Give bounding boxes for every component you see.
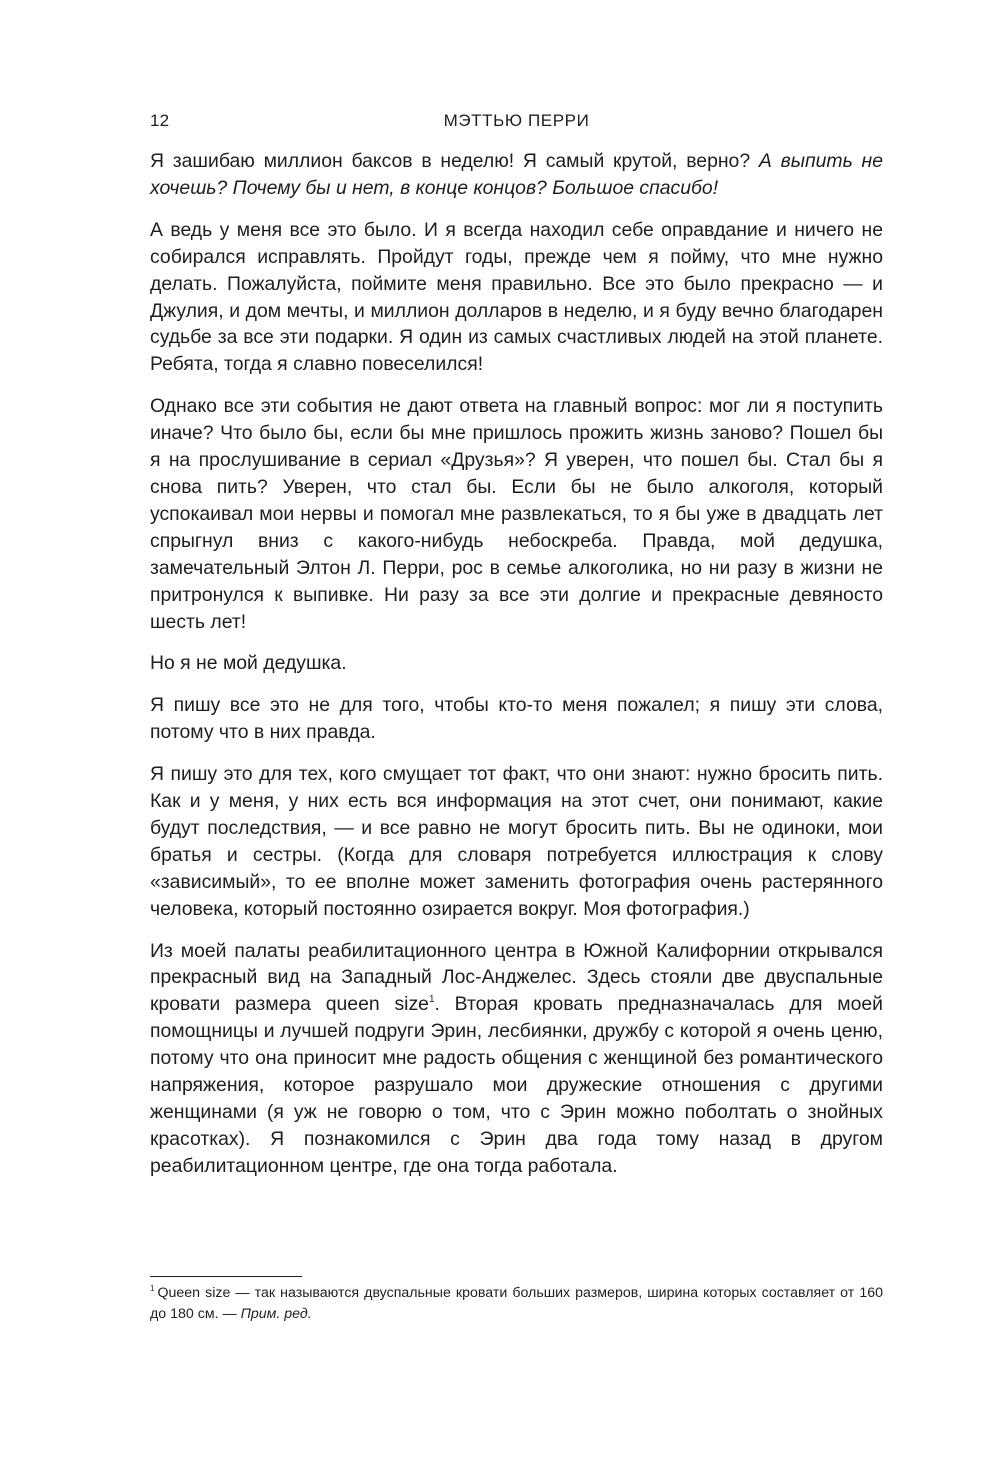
paragraph-7 xyxy=(150,938,883,1180)
footnote-text: Queen size — так называются двуспальные кровати больших размеров, ширина которых составляет от 160 до 180 см. — xyxy=(150,1285,883,1322)
paragraph-italic-text: А выпить не хочешь? Почему бы и нет, в конце концов? Большое спасибо! xyxy=(150,150,883,199)
paragraph-text: . Вторая кровать предназначалась для моей помощницы и лучшей подруги Эрин, лесбиянки, дружбу с которой я очень ценю, потому что она приносит мне радость общения с женщиной без романтического напряжения, которое разрушало мои дружеские отношения с другими женщинами (я уж не говорю о том, что с Эрин можно поболтать о знойных красотках). Я познакомился с Эрин два года тому назад в другом реабилитационном центре, где она тогда работала. xyxy=(150,993,883,1177)
paragraph-text: Я зашибаю миллион баксов в неделю! Я самый крутой, верно? xyxy=(150,150,759,172)
body-text xyxy=(150,148,883,1180)
footnote-divider xyxy=(150,1276,302,1277)
footnote-1 xyxy=(150,1283,883,1324)
paragraph-3: Однако все эти события не дают ответа на главный вопрос: мог ли я поступить иначе? Что было бы, если бы мне пришлось прожить жизнь заново? Пошел бы я на прослушивание в сериал «Друзья»? Я уверен, что пошел бы. Стал бы я снова пить? Уверен, что стал бы. Если бы не было алкоголя, который успокаивал мои нервы и помогал мне развлекаться, то я бы уже в двадцать лет спрыгнул вниз с какого-нибудь небоскреба. Правда, мой дедушка, замечательный Элтон Л. Перри, рос в семье алкоголика, но ни разу в жизни не притронулся к выпивке. Ни разу за все эти долгие и прекрасные девяносто шесть лет! xyxy=(150,395,883,633)
running-title: МЭТТЬЮ ПЕРРИ xyxy=(443,111,590,130)
running-head xyxy=(150,108,883,134)
paragraph-text: Из моей палаты реабилитационного центра в Южной Калифорнии открывался прекрасный вид на Западный Лос-Анджелес. Здесь стояли две двуспальные кровати размера queen size xyxy=(150,939,883,1016)
footnotes xyxy=(150,1276,883,1324)
footnote-reference[interactable]: 1 xyxy=(428,994,435,1006)
paragraph-2: А ведь у меня все это было. И я всегда находил себе оправдание и ничего не собирался исправлять. Пройдут годы, прежде чем я пойму, что мне нужно делать. Пожалуйста, поймите меня правильно. Все это было прекрасно — и Джулия, и дом мечты, и миллион долларов в неделю, и я буду вечно благодарен судьбе за все эти подарки. Я один из самых счастливых людей на этой планете. Ребята, тогда я славно повеселился! xyxy=(150,218,883,376)
paragraph-1 xyxy=(150,148,883,202)
footnote-italic-text: Прим. ред. xyxy=(240,1305,312,1322)
book-page xyxy=(150,108,883,1195)
paragraph-6: Я пишу это для тех, кого смущает тот факт, что они знают: нужно бросить пить. Как и у меня, у них есть вся информация на этот счет, они понимают, какие будут последствия, — и все равно не могут бросить пить. Вы не одиноки, мои братья и сестры. (Когда для словаря потребуется иллюстрация к слову «зависимый», то ее вполне может заменить фотография очень растерянного человека, который постоянно озирается вокруг. Моя фотография.) xyxy=(150,763,883,920)
paragraph-5: Я пишу все это не для того, чтобы кто-то меня пожалел; я пишу эти слова, потому что в них правда. xyxy=(150,694,883,744)
footnote-marker: 1 xyxy=(150,1284,155,1293)
paragraph-4: Но я не мой дедушка. xyxy=(150,652,347,675)
page-number: 12 xyxy=(150,111,170,130)
